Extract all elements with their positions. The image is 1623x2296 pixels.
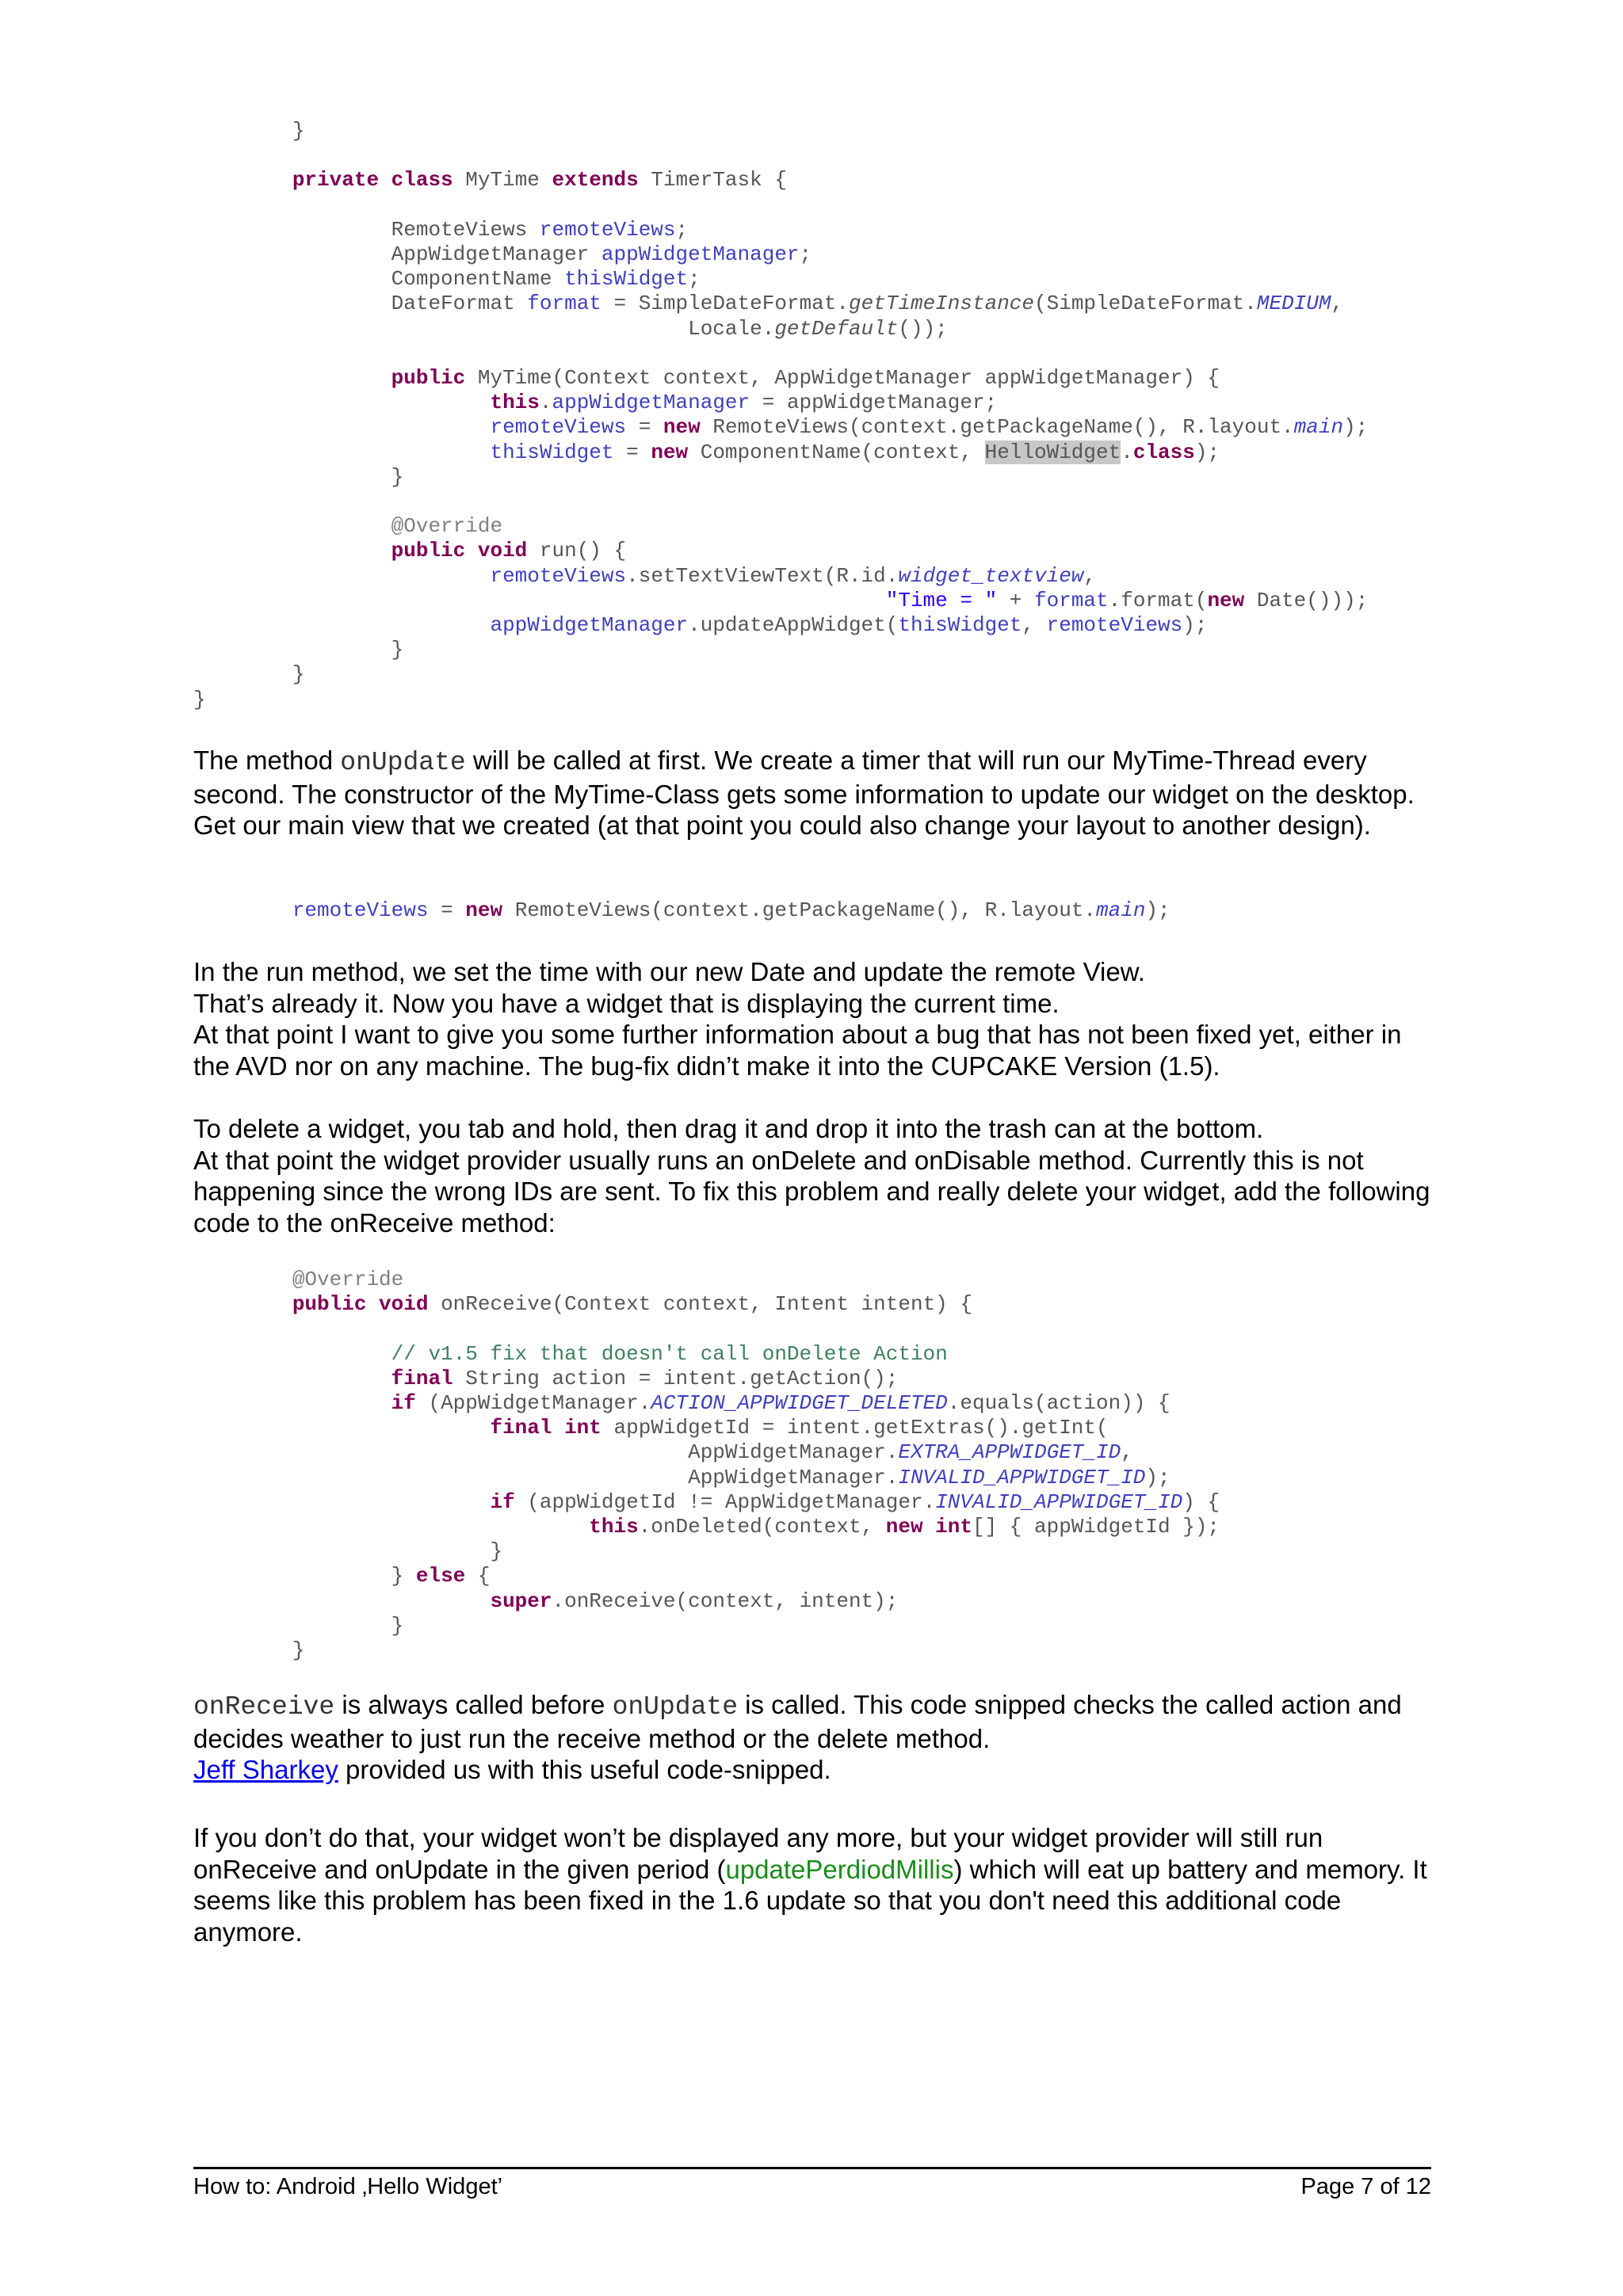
text-line: That’s already it. Now you have a widget that is displaying the current time. bbox=[193, 988, 1060, 1018]
code-line: final String action = intent.getAction(); bbox=[391, 1366, 899, 1390]
paragraph-delete-widget bbox=[193, 1113, 1438, 1238]
code-line: } bbox=[193, 1539, 503, 1564]
code-line: this.onDeleted(context, new int[] { appWidgetId }); bbox=[589, 1515, 1220, 1539]
code-line: if (appWidgetId != AppWidgetManager.INVALID_APPWIDGET_ID) { bbox=[490, 1489, 1220, 1514]
code-line: } else { bbox=[193, 1564, 491, 1589]
code-line: ComponentName thisWidget; bbox=[193, 267, 701, 292]
code-line: Locale.getDefault()); bbox=[193, 316, 948, 341]
code-line: thisWidget = new ComponentName(context, HelloWidget.class); bbox=[490, 440, 1220, 464]
code-line: @Override bbox=[292, 1268, 404, 1291]
code-line: remoteViews = new RemoteViews(context.getPackageName(), R.layout.main); bbox=[490, 415, 1369, 440]
code-line: AppWidgetManager appWidgetManager; bbox=[193, 242, 812, 267]
paragraph-battery bbox=[193, 1822, 1438, 1947]
code-line: // v1.5 fix that doesn't call onDelete Action bbox=[391, 1341, 948, 1366]
code-line: } bbox=[193, 1638, 305, 1663]
code-line: this.appWidgetManager = appWidgetManager; bbox=[490, 391, 998, 415]
text: ) which will eat up battery and memory. It seems like this problem has been fixed in the 1.6 update so that you don't need this additional code anymore. bbox=[193, 1854, 1427, 1947]
footer-divider bbox=[193, 2167, 1431, 2169]
code-line: } bbox=[193, 662, 305, 687]
code-line: } bbox=[193, 638, 404, 662]
code-line: } bbox=[193, 1613, 404, 1638]
code-line: super.onReceive(context, intent); bbox=[490, 1589, 899, 1613]
code-line: public void onReceive(Context context, Intent intent) { bbox=[292, 1292, 972, 1317]
code-line: RemoteViews remoteViews; bbox=[193, 217, 689, 242]
footer-title: How to: Android ‚Hello Widget’ bbox=[193, 2174, 503, 2199]
text-line: To delete a widget, you tab and hold, then drag it and drop it into the trash can at the bottom. bbox=[193, 1114, 1264, 1143]
paragraph-main-view: Get our main view that we created (at that point you could also change your layout to another design). bbox=[193, 810, 1371, 840]
inline-code-onupdate: onUpdate bbox=[612, 1692, 739, 1722]
code-line: public void run() { bbox=[391, 539, 627, 563]
text: is always called before bbox=[334, 1690, 613, 1719]
code-line: public MyTime(Context context, AppWidgetManager appWidgetManager) { bbox=[391, 366, 1220, 391]
paragraph-onupdate bbox=[193, 745, 1438, 841]
code-line: AppWidgetManager.EXTRA_APPWIDGET_ID, bbox=[193, 1440, 1133, 1465]
page-number: Page 7 of 12 bbox=[1300, 2174, 1431, 2199]
code-block-onreceive bbox=[193, 1268, 1220, 1663]
jeff-sharkey-link[interactable]: Jeff Sharkey bbox=[193, 1755, 338, 1784]
inline-code-onreceive: onReceive bbox=[193, 1692, 335, 1722]
code-block-remoteviews bbox=[193, 898, 1170, 923]
code-line: remoteViews = new RemoteViews(context.getPackageName(), R.layout.main); bbox=[292, 898, 1170, 922]
paragraph-onreceive bbox=[193, 1689, 1438, 1786]
text-line: In the run method, we set the time with our new Date and update the remote View. bbox=[193, 957, 1145, 986]
code-line: private class MyTime extends TimerTask { bbox=[292, 168, 787, 193]
text-line: At that point I want to give you some further information about a bug that has not been fixed yet, either in the AVD nor on any machine. The bug-fix didn’t make it into the CUPCAKE Version (1.5). bbox=[193, 1020, 1402, 1081]
text-line: At that point the widget provider usually runs an onDelete and onDisable method. Currently this is not happening since the wrong IDs are sent. To fix this problem and really delete your widget, add the following code to the onReceive method: bbox=[193, 1145, 1430, 1238]
text: provided us with this useful code-snipped. bbox=[338, 1755, 831, 1784]
code-line: AppWidgetManager.INVALID_APPWIDGET_ID); bbox=[193, 1465, 1170, 1489]
code-line: } bbox=[193, 119, 305, 143]
paragraph-run-method bbox=[193, 956, 1438, 1081]
code-block-mytime bbox=[193, 119, 1368, 712]
code-line: appWidgetManager.updateAppWidget(thisWidget, remoteViews); bbox=[490, 613, 1208, 638]
text: will be called at first. We create a timer that will run our MyTime-Thread every second. The constructor of the MyTime-Class gets some information to update our widget on the desktop. bbox=[193, 746, 1415, 809]
code-line: } bbox=[193, 464, 404, 489]
code-line: @Override bbox=[391, 514, 503, 539]
text: If you don’t do that, your widget won’t be displayed any more, but your widget provider will still run onReceive and onUpdate in the given period ( bbox=[193, 1823, 1323, 1884]
text: is called. This code snipped checks the called action and decides weather to just run the receive method or the delete method. bbox=[193, 1690, 1402, 1753]
inline-code-onupdate: onUpdate bbox=[340, 748, 466, 777]
code-line: "Time = " + format.format(new Date())); bbox=[885, 588, 1369, 612]
update-period-millis: updatePerdiodMillis bbox=[725, 1854, 954, 1884]
code-line: if (AppWidgetManager.ACTION_APPWIDGET_DELETED.equals(action)) { bbox=[391, 1391, 1170, 1416]
code-line: remoteViews.setTextViewText(R.id.widget_textview, bbox=[490, 563, 1097, 588]
code-line: DateFormat format = SimpleDateFormat.getTimeInstance(SimpleDateFormat.MEDIUM, bbox=[193, 292, 1344, 316]
text: The method bbox=[193, 746, 341, 775]
code-line: } bbox=[193, 687, 206, 711]
code-line: final int appWidgetId = intent.getExtras().getInt( bbox=[490, 1416, 1109, 1440]
